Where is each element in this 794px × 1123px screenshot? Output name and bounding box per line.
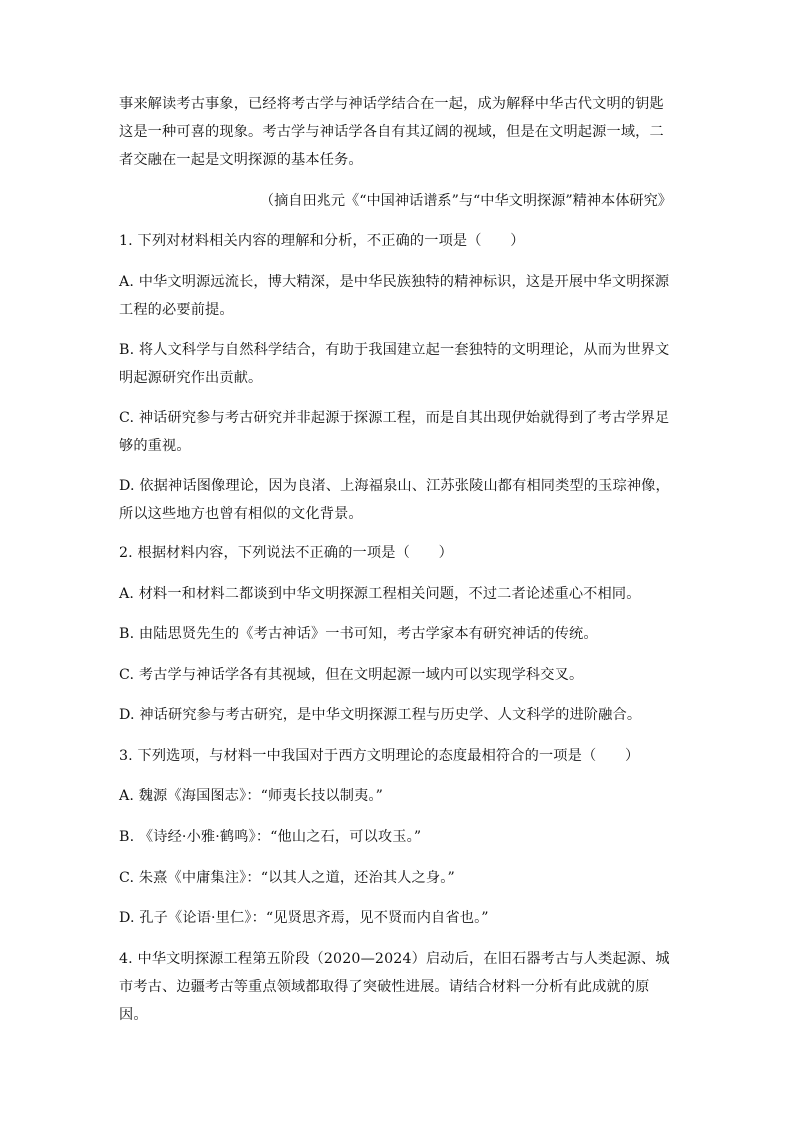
question-3-option-d: D. 孔子《论语·里仁》：“见贤思齐焉，见不贤而内自省也。” <box>119 910 489 926</box>
question-2-stem: 2. 根据材料内容，下列说法不正确的一项是（ ） <box>119 545 453 561</box>
passage-source: （摘自田兆元《“中国神话谱系”与“中华文明探源”精神本体研究》 <box>259 193 672 209</box>
question-1-option-c: C. 神话研究参与考古研究并非起源于探源工程，而是自其出现伊始就得到了考古学界足够的重视。 <box>119 410 670 454</box>
question-1-option-a: A. 中华文明源远流长，博大精深，是中华民族独特的精神标识，这是开展中华文明探源工程的必要前提。 <box>119 274 670 318</box>
question-2-option-c: C. 考古学与神话学各有其视域，但在文明起源一域内可以实现学科交叉。 <box>119 667 584 683</box>
question-2-option-a: A. 材料一和材料二都谈到中华文明探源工程相关问题，不过二者论述重心不相同。 <box>119 586 641 602</box>
question-2-option-b: B. 由陆思贤先生的《考古神话》一书可知，考古学家本有研究神话的传统。 <box>119 626 598 642</box>
question-1-option-b: B. 将人文科学与自然科学结合，有助于我国建立起一套独特的文明理论，从而为世界文明起源研究作出贡献。 <box>119 342 670 386</box>
question-1-stem: 1. 下列对材料相关内容的理解和分析，不正确的一项是（ ） <box>119 233 525 249</box>
question-4-stem: 4. 中华文明探源工程第五阶段（2020—2024）启动后，在旧石器考古与人类起源、城市考古、边疆考古等重点领域都取得了突破性进展。请结合材料一分析有此成就的原因。 <box>119 951 670 1023</box>
passage-paragraph: 事来解读考古事象，已经将考古学与神话学结合在一起，成为解释中华古代文明的钥匙这是一种可喜的现象。考古学与神话学各自有其辽阔的视域，但是在文明起源一域，二者交融在一起是文明探源的基本任务。 <box>119 96 664 168</box>
question-3-option-b: B. 《诗经·小雅·鹤鸣》：“他山之石，可以攻玉。” <box>119 829 422 845</box>
question-1-option-d: D. 依据神话图像理论，因为良渚、上海福泉山、江苏张陵山都有相同类型的玉琮神像，所以这些地方也曾有相似的文化背景。 <box>119 478 670 522</box>
question-3-option-a: A. 魏源《海国图志》：“师夷长技以制夷。” <box>119 788 384 804</box>
question-2-option-d: D. 神话研究参与考古研究，是中华文明探源工程与历史学、人文科学的进阶融合。 <box>119 707 642 723</box>
question-3-option-c: C. 朱熹《中庸集注》：“以其人之道，还治其人之身。” <box>119 870 455 886</box>
question-3-stem: 3. 下列选项，与材料一中我国对于西方文明理论的态度最相符合的一项是（ ） <box>119 748 640 764</box>
